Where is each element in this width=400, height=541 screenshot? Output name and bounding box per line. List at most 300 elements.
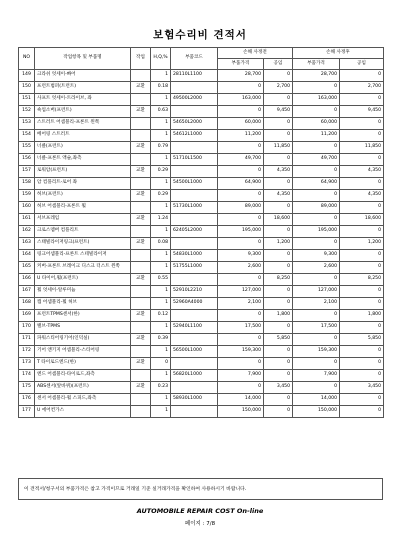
header-after-group: 손해 사정후 xyxy=(293,48,384,59)
row-before-parts: 0 xyxy=(218,238,264,250)
row-hqty: 0.18 xyxy=(151,82,171,94)
row-hqty: 1 xyxy=(151,154,171,166)
row-no: 164 xyxy=(19,250,35,262)
table-row xyxy=(19,166,384,178)
row-hqty: 0 xyxy=(151,358,171,370)
row-after-parts: 127,000 xyxy=(293,286,340,298)
row-after-parts: 28,700 xyxy=(293,70,340,82)
row-code xyxy=(171,406,218,418)
row-hqty: 1 xyxy=(151,178,171,190)
row-before-parts: 49,700 xyxy=(218,154,264,166)
row-after-labor: 1,200 xyxy=(340,238,384,250)
row-before-labor: 2,700 xyxy=(264,82,293,94)
row-hqty: 0.63 xyxy=(151,106,171,118)
table-row xyxy=(19,298,384,310)
row-work xyxy=(131,298,151,310)
row-no: 158 xyxy=(19,178,35,190)
row-after-parts: 14,000 xyxy=(293,394,340,406)
row-item: 파워스티어링기어(인덕실) xyxy=(35,334,131,346)
row-after-parts: 9,300 xyxy=(293,250,340,262)
row-before-parts: 9,300 xyxy=(218,250,264,262)
table-row xyxy=(19,226,384,238)
row-work xyxy=(131,202,151,214)
row-hqty: 1 xyxy=(151,262,171,274)
row-no: 162 xyxy=(19,226,35,238)
row-before-parts: 163,000 xyxy=(218,94,264,106)
row-before-labor: 1,800 xyxy=(264,310,293,322)
row-no: 177 xyxy=(19,406,35,418)
table-row xyxy=(19,154,384,166)
row-before-parts: 0 xyxy=(218,274,264,286)
table-row xyxy=(19,250,384,262)
table-row xyxy=(19,82,384,94)
row-after-parts: 60,000 xyxy=(293,118,340,130)
row-code xyxy=(171,82,218,94)
row-item: 밸브-TPMS xyxy=(35,322,131,334)
header-before-labor: 공임 xyxy=(264,59,293,70)
row-after-parts: 0 xyxy=(293,358,340,370)
row-before-labor: 0 xyxy=(264,130,293,142)
table-row xyxy=(19,322,384,334)
row-item: ABS센서(앞바퀴)(프런트) xyxy=(35,382,131,394)
row-code xyxy=(171,238,218,250)
row-work: 교환 xyxy=(131,214,151,226)
row-code xyxy=(171,334,218,346)
row-after-labor: 0 xyxy=(340,70,384,82)
header-after-labor: 공임 xyxy=(340,59,384,70)
footer-title: AUTOMOBILE REPAIR COST On-line xyxy=(136,507,264,515)
row-code: 54650L2000 xyxy=(171,118,218,130)
row-no: 154 xyxy=(19,130,35,142)
row-before-labor: 0 xyxy=(264,298,293,310)
row-code xyxy=(171,142,218,154)
header-no: NO xyxy=(19,48,35,70)
row-no: 161 xyxy=(19,214,35,226)
row-after-parts: 0 xyxy=(293,166,340,178)
row-before-parts: 0 xyxy=(218,334,264,346)
row-work xyxy=(131,130,151,142)
table-row xyxy=(19,262,384,274)
row-before-labor: 0 xyxy=(264,202,293,214)
row-after-parts: 7,900 xyxy=(293,370,340,382)
row-code: 62405L2000 xyxy=(171,226,218,238)
row-after-labor: 1,800 xyxy=(340,310,384,322)
row-code xyxy=(171,214,218,226)
row-hqty: 1 xyxy=(151,370,171,382)
row-no: 165 xyxy=(19,262,35,274)
row-hqty: 1 xyxy=(151,202,171,214)
table-row xyxy=(19,394,384,406)
row-after-labor: 0 xyxy=(340,394,384,406)
row-item: 휠 엇세이-알루미늄 xyxy=(35,286,131,298)
row-item: 크로스멤버 컴플리트 xyxy=(35,226,131,238)
row-after-labor: 0 xyxy=(340,178,384,190)
header-before-parts: 부품가격 xyxy=(218,59,264,70)
row-after-parts: 0 xyxy=(293,382,340,394)
header-hqty: H,Q,% xyxy=(151,48,171,70)
row-before-labor: 11,850 xyxy=(264,142,293,154)
row-code: 54830L1000 xyxy=(171,250,218,262)
row-no: 173 xyxy=(19,358,35,370)
row-before-labor: 0 xyxy=(264,70,293,82)
row-before-parts: 0 xyxy=(218,382,264,394)
row-code xyxy=(171,358,218,370)
row-item: 베어링 스트러트 xyxy=(35,130,131,142)
row-before-parts: 64,900 xyxy=(218,178,264,190)
row-work xyxy=(131,286,151,298)
row-hqty: 1 xyxy=(151,406,171,418)
row-hqty: 0.29 xyxy=(151,166,171,178)
row-before-labor: 4,350 xyxy=(264,166,293,178)
row-before-parts: 127,000 xyxy=(218,286,264,298)
row-no: 153 xyxy=(19,118,35,130)
row-after-parts: 0 xyxy=(293,238,340,250)
row-after-parts: 195,000 xyxy=(293,226,340,238)
row-no: 169 xyxy=(19,310,35,322)
row-after-labor: 0 xyxy=(340,94,384,106)
row-no: 171 xyxy=(19,334,35,346)
row-no: 167 xyxy=(19,286,35,298)
row-after-parts: 2,600 xyxy=(293,262,340,274)
row-work xyxy=(131,154,151,166)
row-before-parts: 17,500 xyxy=(218,322,264,334)
row-before-labor: 0 xyxy=(264,286,293,298)
row-code: 52940L1100 xyxy=(171,322,218,334)
row-hqty: 1 xyxy=(151,226,171,238)
row-hqty: 0.08 xyxy=(151,238,171,250)
row-after-parts: 64,900 xyxy=(293,178,340,190)
row-work: 교환 xyxy=(131,166,151,178)
row-hqty: 1 xyxy=(151,322,171,334)
row-after-labor: 0 xyxy=(340,370,384,382)
row-before-parts: 0 xyxy=(218,82,264,94)
header-item: 작업항목 및 부품명 xyxy=(35,48,131,70)
row-item: 쇽업소버(프런트) xyxy=(35,106,131,118)
table-row xyxy=(19,178,384,190)
table-row xyxy=(19,214,384,226)
row-work: 교환 xyxy=(131,238,151,250)
row-hqty: 0.23 xyxy=(151,382,171,394)
row-after-labor: 0 xyxy=(340,262,384,274)
row-item: 로워암(프런트) xyxy=(35,166,131,178)
row-after-parts: 0 xyxy=(293,142,340,154)
row-no: 150 xyxy=(19,82,35,94)
row-before-labor: 0 xyxy=(264,94,293,106)
row-after-parts: 89,000 xyxy=(293,202,340,214)
table-row xyxy=(19,94,384,106)
row-item: 서브프레임 xyxy=(35,214,131,226)
row-work: 교환 xyxy=(131,106,151,118)
row-no: 166 xyxy=(19,274,35,286)
row-before-labor: 0 xyxy=(264,406,293,418)
table-row xyxy=(19,202,384,214)
row-item: 센서 어셈블리-휠 스피드,좌측 xyxy=(35,394,131,406)
row-work xyxy=(131,406,151,418)
row-hqty: 1 xyxy=(151,250,171,262)
row-work xyxy=(131,70,151,82)
row-work: 교환 xyxy=(131,274,151,286)
row-after-labor: 0 xyxy=(340,226,384,238)
header-row-top xyxy=(19,48,384,59)
row-before-labor: 0 xyxy=(264,346,293,358)
row-before-labor: 3,450 xyxy=(264,382,293,394)
row-after-labor: 4,350 xyxy=(340,190,384,202)
row-after-parts: 150,000 xyxy=(293,406,340,418)
row-before-parts: 150,000 xyxy=(218,406,264,418)
table-row xyxy=(19,406,384,418)
table-row xyxy=(19,370,384,382)
row-hqty: 1 xyxy=(151,394,171,406)
row-hqty: 0.29 xyxy=(151,190,171,202)
row-work xyxy=(131,262,151,274)
row-code: 56820L1000 xyxy=(171,370,218,382)
row-after-parts: 0 xyxy=(293,214,340,226)
row-work: 교환 xyxy=(131,382,151,394)
row-item: U 타이어,휠(프런트) xyxy=(35,274,131,286)
row-hqty: 1.24 xyxy=(151,214,171,226)
row-hqty: 1 xyxy=(151,286,171,298)
header-work: 작업 xyxy=(131,48,151,70)
row-work: 교환 xyxy=(131,358,151,370)
row-hqty: 0.39 xyxy=(151,334,171,346)
row-no: 163 xyxy=(19,238,35,250)
row-hqty: 0.79 xyxy=(151,142,171,154)
row-work xyxy=(131,322,151,334)
row-before-parts: 0 xyxy=(218,214,264,226)
row-after-parts: 0 xyxy=(293,334,340,346)
row-before-labor: 18,600 xyxy=(264,214,293,226)
row-after-labor: 2,700 xyxy=(340,82,384,94)
header-before-group: 손해 사정전 xyxy=(218,48,293,59)
row-work xyxy=(131,346,151,358)
row-code: 54612L1000 xyxy=(171,130,218,142)
row-no: 174 xyxy=(19,370,35,382)
row-work xyxy=(131,250,151,262)
table-row xyxy=(19,190,384,202)
row-no: 172 xyxy=(19,346,35,358)
row-hqty: 1 xyxy=(151,346,171,358)
table-row xyxy=(19,286,384,298)
row-item: 링크어셈블리-프론트 스테빌라이저 xyxy=(35,250,131,262)
table-row xyxy=(19,70,384,82)
row-after-labor: 0 xyxy=(340,250,384,262)
row-hqty: 0.12 xyxy=(151,310,171,322)
row-before-parts: 2,100 xyxy=(218,298,264,310)
table-row xyxy=(19,106,384,118)
table-row xyxy=(19,130,384,142)
row-code: 56500L1000 xyxy=(171,346,218,358)
row-code xyxy=(171,166,218,178)
row-after-labor: 5,850 xyxy=(340,334,384,346)
row-item: 너클(프런트) xyxy=(35,142,131,154)
row-item: U 에어컨가스 xyxy=(35,406,131,418)
row-before-labor: 0 xyxy=(264,250,293,262)
row-code: 54500L1000 xyxy=(171,178,218,190)
row-before-labor: 0 xyxy=(264,394,293,406)
table-row xyxy=(19,382,384,394)
table-row xyxy=(19,358,384,370)
row-no: 152 xyxy=(19,106,35,118)
row-no: 168 xyxy=(19,298,35,310)
row-before-labor: 8,250 xyxy=(264,274,293,286)
row-before-parts: 0 xyxy=(218,358,264,370)
row-before-labor: 5,850 xyxy=(264,334,293,346)
row-before-labor: 0 xyxy=(264,226,293,238)
row-after-parts: 11,200 xyxy=(293,130,340,142)
row-item: 너클-프론트 액슬,좌측 xyxy=(35,154,131,166)
row-after-labor: 0 xyxy=(340,202,384,214)
row-code xyxy=(171,190,218,202)
row-after-parts: 163,000 xyxy=(293,94,340,106)
row-before-parts: 0 xyxy=(218,166,264,178)
table-row xyxy=(19,238,384,250)
header-code: 부품코드 xyxy=(171,48,218,70)
row-before-labor: 0 xyxy=(264,118,293,130)
row-before-parts: 159,300 xyxy=(218,346,264,358)
row-code xyxy=(171,382,218,394)
row-work xyxy=(131,370,151,382)
row-after-labor: 3,450 xyxy=(340,382,384,394)
row-code: 49500L2000 xyxy=(171,94,218,106)
row-before-parts: 60,000 xyxy=(218,118,264,130)
row-before-parts: 0 xyxy=(218,190,264,202)
row-code: 28110L1100 xyxy=(171,70,218,82)
row-work xyxy=(131,118,151,130)
row-hqty: 1 xyxy=(151,70,171,82)
row-work xyxy=(131,178,151,190)
row-after-labor: 0 xyxy=(340,154,384,166)
row-after-labor: 0 xyxy=(340,286,384,298)
row-before-labor: 1,200 xyxy=(264,238,293,250)
table-row xyxy=(19,118,384,130)
row-after-labor: 0 xyxy=(340,346,384,358)
table-row xyxy=(19,310,384,322)
row-item: 크라쉬 엇세이-빠어 xyxy=(35,70,131,82)
row-before-labor: 0 xyxy=(264,370,293,382)
row-before-parts: 14,000 xyxy=(218,394,264,406)
row-after-labor: 8,250 xyxy=(340,274,384,286)
price-notice: 이 견적서/청구서의 부품가격은 참고 가격이므로 거래일 기준 실거래가격을 확인하여 사용하시기 바랍니다. xyxy=(18,478,383,500)
row-work: 교환 xyxy=(131,82,151,94)
row-item: 허브 어셈블리-프론트 휠 xyxy=(35,202,131,214)
row-after-labor: 0 xyxy=(340,130,384,142)
row-before-labor: 9,450 xyxy=(264,106,293,118)
row-hqty: 0.55 xyxy=(151,274,171,286)
row-code xyxy=(171,274,218,286)
row-before-parts: 0 xyxy=(218,142,264,154)
row-item: 커버-프론트 브레이크 디스크 더스트 왼쪽 xyxy=(35,262,131,274)
table-row xyxy=(19,346,384,358)
row-item: 캡 어셈블리-휠 허브 xyxy=(35,298,131,310)
page-title: 보험수리비 견적서 xyxy=(153,29,247,41)
row-after-parts: 0 xyxy=(293,310,340,322)
row-no: 175 xyxy=(19,382,35,394)
row-no: 155 xyxy=(19,142,35,154)
row-work: 교환 xyxy=(131,142,151,154)
row-after-labor: 0 xyxy=(340,118,384,130)
row-no: 157 xyxy=(19,166,35,178)
row-item: 기어 앤기지 어셈블리-스티어링 xyxy=(35,346,131,358)
row-before-labor: 0 xyxy=(264,358,293,370)
row-before-parts: 195,000 xyxy=(218,226,264,238)
row-after-labor: 0 xyxy=(340,358,384,370)
row-hqty: 1 xyxy=(151,94,171,106)
row-before-labor: 0 xyxy=(264,262,293,274)
row-no: 160 xyxy=(19,202,35,214)
row-code: 51755L1000 xyxy=(171,262,218,274)
header-after-parts: 부품가격 xyxy=(293,59,340,70)
table-row xyxy=(19,334,384,346)
row-code: 52910L2210 xyxy=(171,286,218,298)
row-before-parts: 0 xyxy=(218,310,264,322)
row-hqty: 1 xyxy=(151,130,171,142)
row-item: 엔드 어셈블리-타이로드,좌측 xyxy=(35,370,131,382)
row-before-parts: 7,900 xyxy=(218,370,264,382)
table-row xyxy=(19,274,384,286)
row-no: 156 xyxy=(19,154,35,166)
row-before-parts: 0 xyxy=(218,106,264,118)
row-after-labor: 0 xyxy=(340,298,384,310)
row-after-parts: 0 xyxy=(293,106,340,118)
row-no: 149 xyxy=(19,70,35,82)
row-before-parts: 11,200 xyxy=(218,130,264,142)
row-after-labor: 0 xyxy=(340,322,384,334)
estimate-table xyxy=(18,47,384,418)
row-no: 176 xyxy=(19,394,35,406)
row-after-parts: 49,700 xyxy=(293,154,340,166)
row-before-parts: 89,000 xyxy=(218,202,264,214)
row-no: 159 xyxy=(19,190,35,202)
row-item: T 타이로드엔드(한) xyxy=(35,358,131,370)
row-before-labor: 0 xyxy=(264,154,293,166)
row-no: 170 xyxy=(19,322,35,334)
row-after-labor: 4,350 xyxy=(340,166,384,178)
row-code: 52960A4000 xyxy=(171,298,218,310)
row-after-parts: 17,500 xyxy=(293,322,340,334)
row-item: 스트러트 어셈블리-프론트 왼쪽 xyxy=(35,118,131,130)
row-before-labor: 0 xyxy=(264,178,293,190)
row-after-parts: 0 xyxy=(293,274,340,286)
row-work: 교환 xyxy=(131,190,151,202)
row-code: 58930L1000 xyxy=(171,394,218,406)
row-after-labor: 9,450 xyxy=(340,106,384,118)
row-before-parts: 28,700 xyxy=(218,70,264,82)
row-code xyxy=(171,310,218,322)
row-after-parts: 0 xyxy=(293,190,340,202)
row-item: 사프트 엇세이-트라이브, 좌 xyxy=(35,94,131,106)
row-work xyxy=(131,94,151,106)
row-after-parts: 0 xyxy=(293,82,340,94)
row-item: 스태빌라이저링크(프런트) xyxy=(35,238,131,250)
row-after-parts: 2,100 xyxy=(293,298,340,310)
row-code: 51710L1500 xyxy=(171,154,218,166)
row-after-labor: 0 xyxy=(340,406,384,418)
row-before-labor: 0 xyxy=(264,322,293,334)
row-before-parts: 2,600 xyxy=(218,262,264,274)
row-item: 암 컴플리트-로어 좌 xyxy=(35,178,131,190)
row-item: 허브(프런트) xyxy=(35,190,131,202)
row-after-labor: 18,600 xyxy=(340,214,384,226)
row-work xyxy=(131,394,151,406)
page-number: 페이지 : 7/8 xyxy=(184,521,216,527)
row-hqty: 1 xyxy=(151,298,171,310)
row-item: 프런트범퍼(트런트) xyxy=(35,82,131,94)
row-work xyxy=(131,226,151,238)
row-hqty: 1 xyxy=(151,118,171,130)
row-code: 51730L1000 xyxy=(171,202,218,214)
row-work: 교환 xyxy=(131,310,151,322)
row-after-parts: 159,300 xyxy=(293,346,340,358)
